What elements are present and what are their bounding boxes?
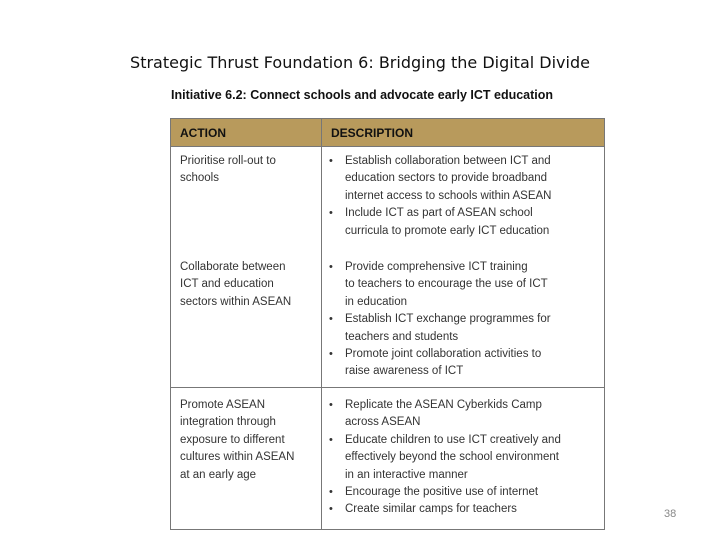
description-text: Provide comprehensive ICT training to teachers to encourage the use of ICT in education — [345, 261, 548, 308]
action-cell: Promote ASEAN integration through exposure to different cultures within ASEAN at an early age — [180, 399, 295, 481]
column-divider — [321, 119, 322, 529]
description-text: Include ICT as part of ASEAN school curricula to promote early ICT education — [345, 207, 550, 237]
page-number: 38 — [664, 508, 677, 520]
description-text: Establish collaboration between ICT and education sectors to provide broadband internet access to schools within ASEAN — [345, 155, 552, 202]
initiative-heading: Initiative 6.2: Connect schools and advocate early ICT education — [171, 88, 554, 102]
slide-title: Strategic Thrust Foundation 6: Bridging the Digital Divide — [130, 53, 590, 72]
description-text: Educate children to use ICT creatively and effectively beyond the school environment in an interactive manner — [345, 433, 561, 481]
list-item — [323, 346, 603, 381]
list-item — [323, 259, 603, 311]
bullet-icon: • — [329, 433, 333, 446]
table-header — [171, 119, 604, 147]
row-divider — [171, 387, 604, 388]
description-list — [323, 397, 603, 519]
description-text: Encourage the positive use of internet — [345, 486, 539, 499]
bullet-icon: • — [329, 313, 333, 326]
list-item — [323, 432, 603, 484]
list-item — [323, 484, 603, 501]
bullet-icon: • — [329, 399, 333, 411]
description-list — [323, 259, 603, 381]
description-list — [323, 153, 603, 240]
action-description-table — [170, 118, 605, 530]
list-item — [323, 397, 603, 432]
bullet-icon: • — [329, 155, 333, 167]
list-item — [323, 501, 603, 518]
description-text: Promote joint collaboration activities to raise awareness of ICT — [345, 348, 542, 378]
bullet-icon: • — [329, 486, 333, 499]
column-header-description: DESCRIPTION — [331, 126, 414, 140]
description-text: Replicate the ASEAN Cyberkids Camp across ASEAN — [345, 399, 542, 429]
list-item — [323, 153, 603, 205]
bullet-icon: • — [329, 261, 333, 273]
action-cell: Prioritise roll-out to schools — [180, 155, 276, 185]
list-item — [323, 311, 603, 346]
description-text: Establish ICT exchange programmes for teachers and students — [345, 313, 551, 343]
list-item — [323, 205, 603, 240]
description-text: Create similar camps for teachers — [345, 503, 517, 516]
bullet-icon: • — [329, 348, 333, 361]
action-cell: Collaborate between ICT and education sectors within ASEAN — [180, 261, 292, 308]
column-header-action: ACTION — [180, 126, 226, 140]
bullet-icon: • — [329, 207, 333, 220]
bullet-icon: • — [329, 503, 333, 516]
